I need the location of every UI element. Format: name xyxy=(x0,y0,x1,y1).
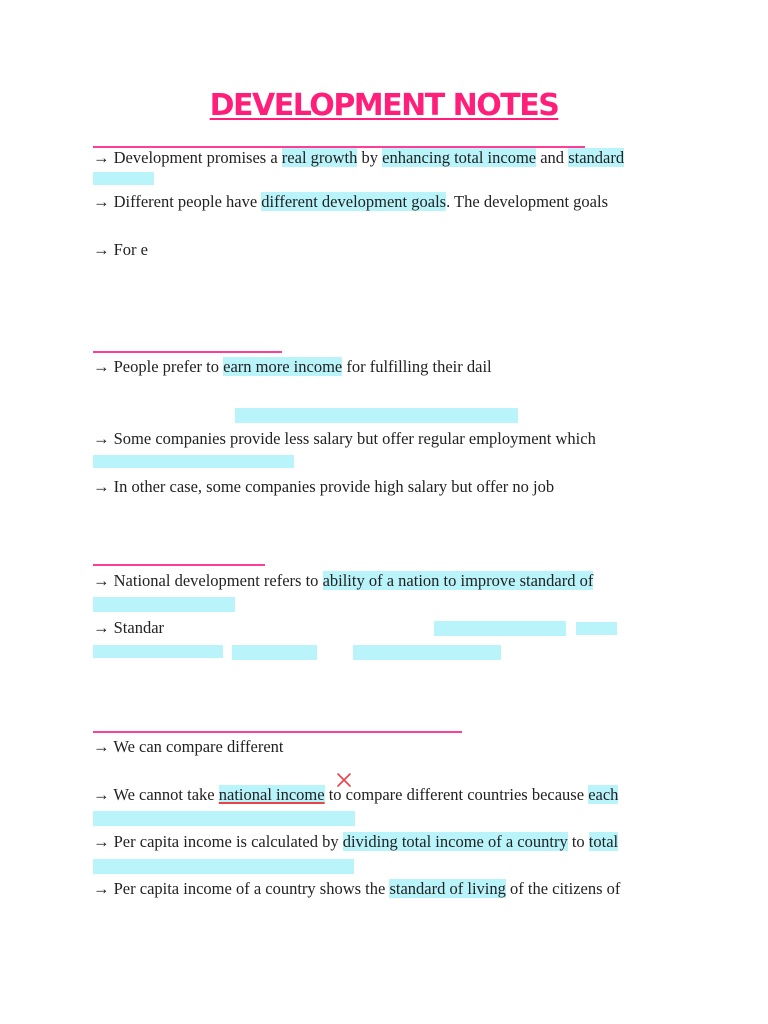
highlighted-text: each xyxy=(588,785,619,804)
corrected-text: national income xyxy=(218,785,325,804)
highlighted-text: standard of living xyxy=(389,879,506,898)
note-line xyxy=(93,192,608,212)
redacted-highlight xyxy=(93,859,354,874)
note-line xyxy=(93,879,620,899)
note-line xyxy=(93,148,624,168)
highlighted-text: different development goals xyxy=(261,192,447,211)
redacted-highlight xyxy=(93,811,355,826)
redacted-highlight xyxy=(353,645,501,660)
section-divider xyxy=(93,564,265,566)
note-text: → Standar xyxy=(93,618,165,637)
note-text: → Per capita income is calculated by xyxy=(93,832,343,851)
note-text: to xyxy=(567,832,589,851)
note-text: and xyxy=(536,148,569,167)
note-line xyxy=(93,429,596,449)
note-text: of the citizens of xyxy=(505,879,621,898)
section-divider xyxy=(93,351,282,353)
page-title: DEVELOPMENT NOTES xyxy=(209,88,559,123)
section-divider xyxy=(93,731,462,733)
note-text: → We can compare different xyxy=(93,737,284,756)
highlighted-text: ability of a nation to improve standard of xyxy=(322,571,594,590)
redacted-highlight xyxy=(93,645,223,658)
redacted-highlight xyxy=(93,172,154,185)
redacted-highlight xyxy=(93,597,235,612)
note-line xyxy=(93,832,618,852)
highlighted-text: real growth xyxy=(281,148,358,167)
redacted-highlight xyxy=(93,455,294,468)
note-line xyxy=(93,477,554,497)
highlighted-text: standard xyxy=(568,148,625,167)
highlighted-text: earn more income xyxy=(223,357,343,376)
note-text: → People prefer to xyxy=(93,357,224,376)
note-line xyxy=(93,618,164,638)
note-text: → Some companies provide less salary but offer regular employment which xyxy=(93,429,596,448)
note-line xyxy=(93,785,618,805)
note-line xyxy=(93,571,593,591)
note-text: → For e xyxy=(93,240,148,259)
highlighted-text: total xyxy=(588,832,619,851)
note-line xyxy=(93,240,148,260)
note-text: → Per capita income of a country shows the xyxy=(93,879,390,898)
note-text: → In other case, some companies provide high salary but offer no job xyxy=(93,477,555,496)
note-text: → Development promises a xyxy=(93,148,282,167)
redacted-highlight xyxy=(576,622,617,635)
redacted-highlight xyxy=(235,408,518,423)
redacted-highlight xyxy=(434,621,566,636)
redacted-highlight xyxy=(232,645,317,660)
note-text: by xyxy=(357,148,383,167)
note-text: → National development refers to xyxy=(93,571,323,590)
note-text: for fulfilling their dail xyxy=(342,357,492,376)
note-text: . The development goals xyxy=(446,192,609,211)
highlighted-text: dividing total income of a country xyxy=(342,832,568,851)
note-text: to compare different countries because xyxy=(324,785,589,804)
note-text: → Different people have xyxy=(93,192,262,211)
note-line xyxy=(93,737,283,757)
highlighted-text: enhancing total income xyxy=(382,148,537,167)
cross-mark-icon xyxy=(335,771,353,789)
note-text: → We cannot take xyxy=(93,785,219,804)
note-line xyxy=(93,357,492,377)
